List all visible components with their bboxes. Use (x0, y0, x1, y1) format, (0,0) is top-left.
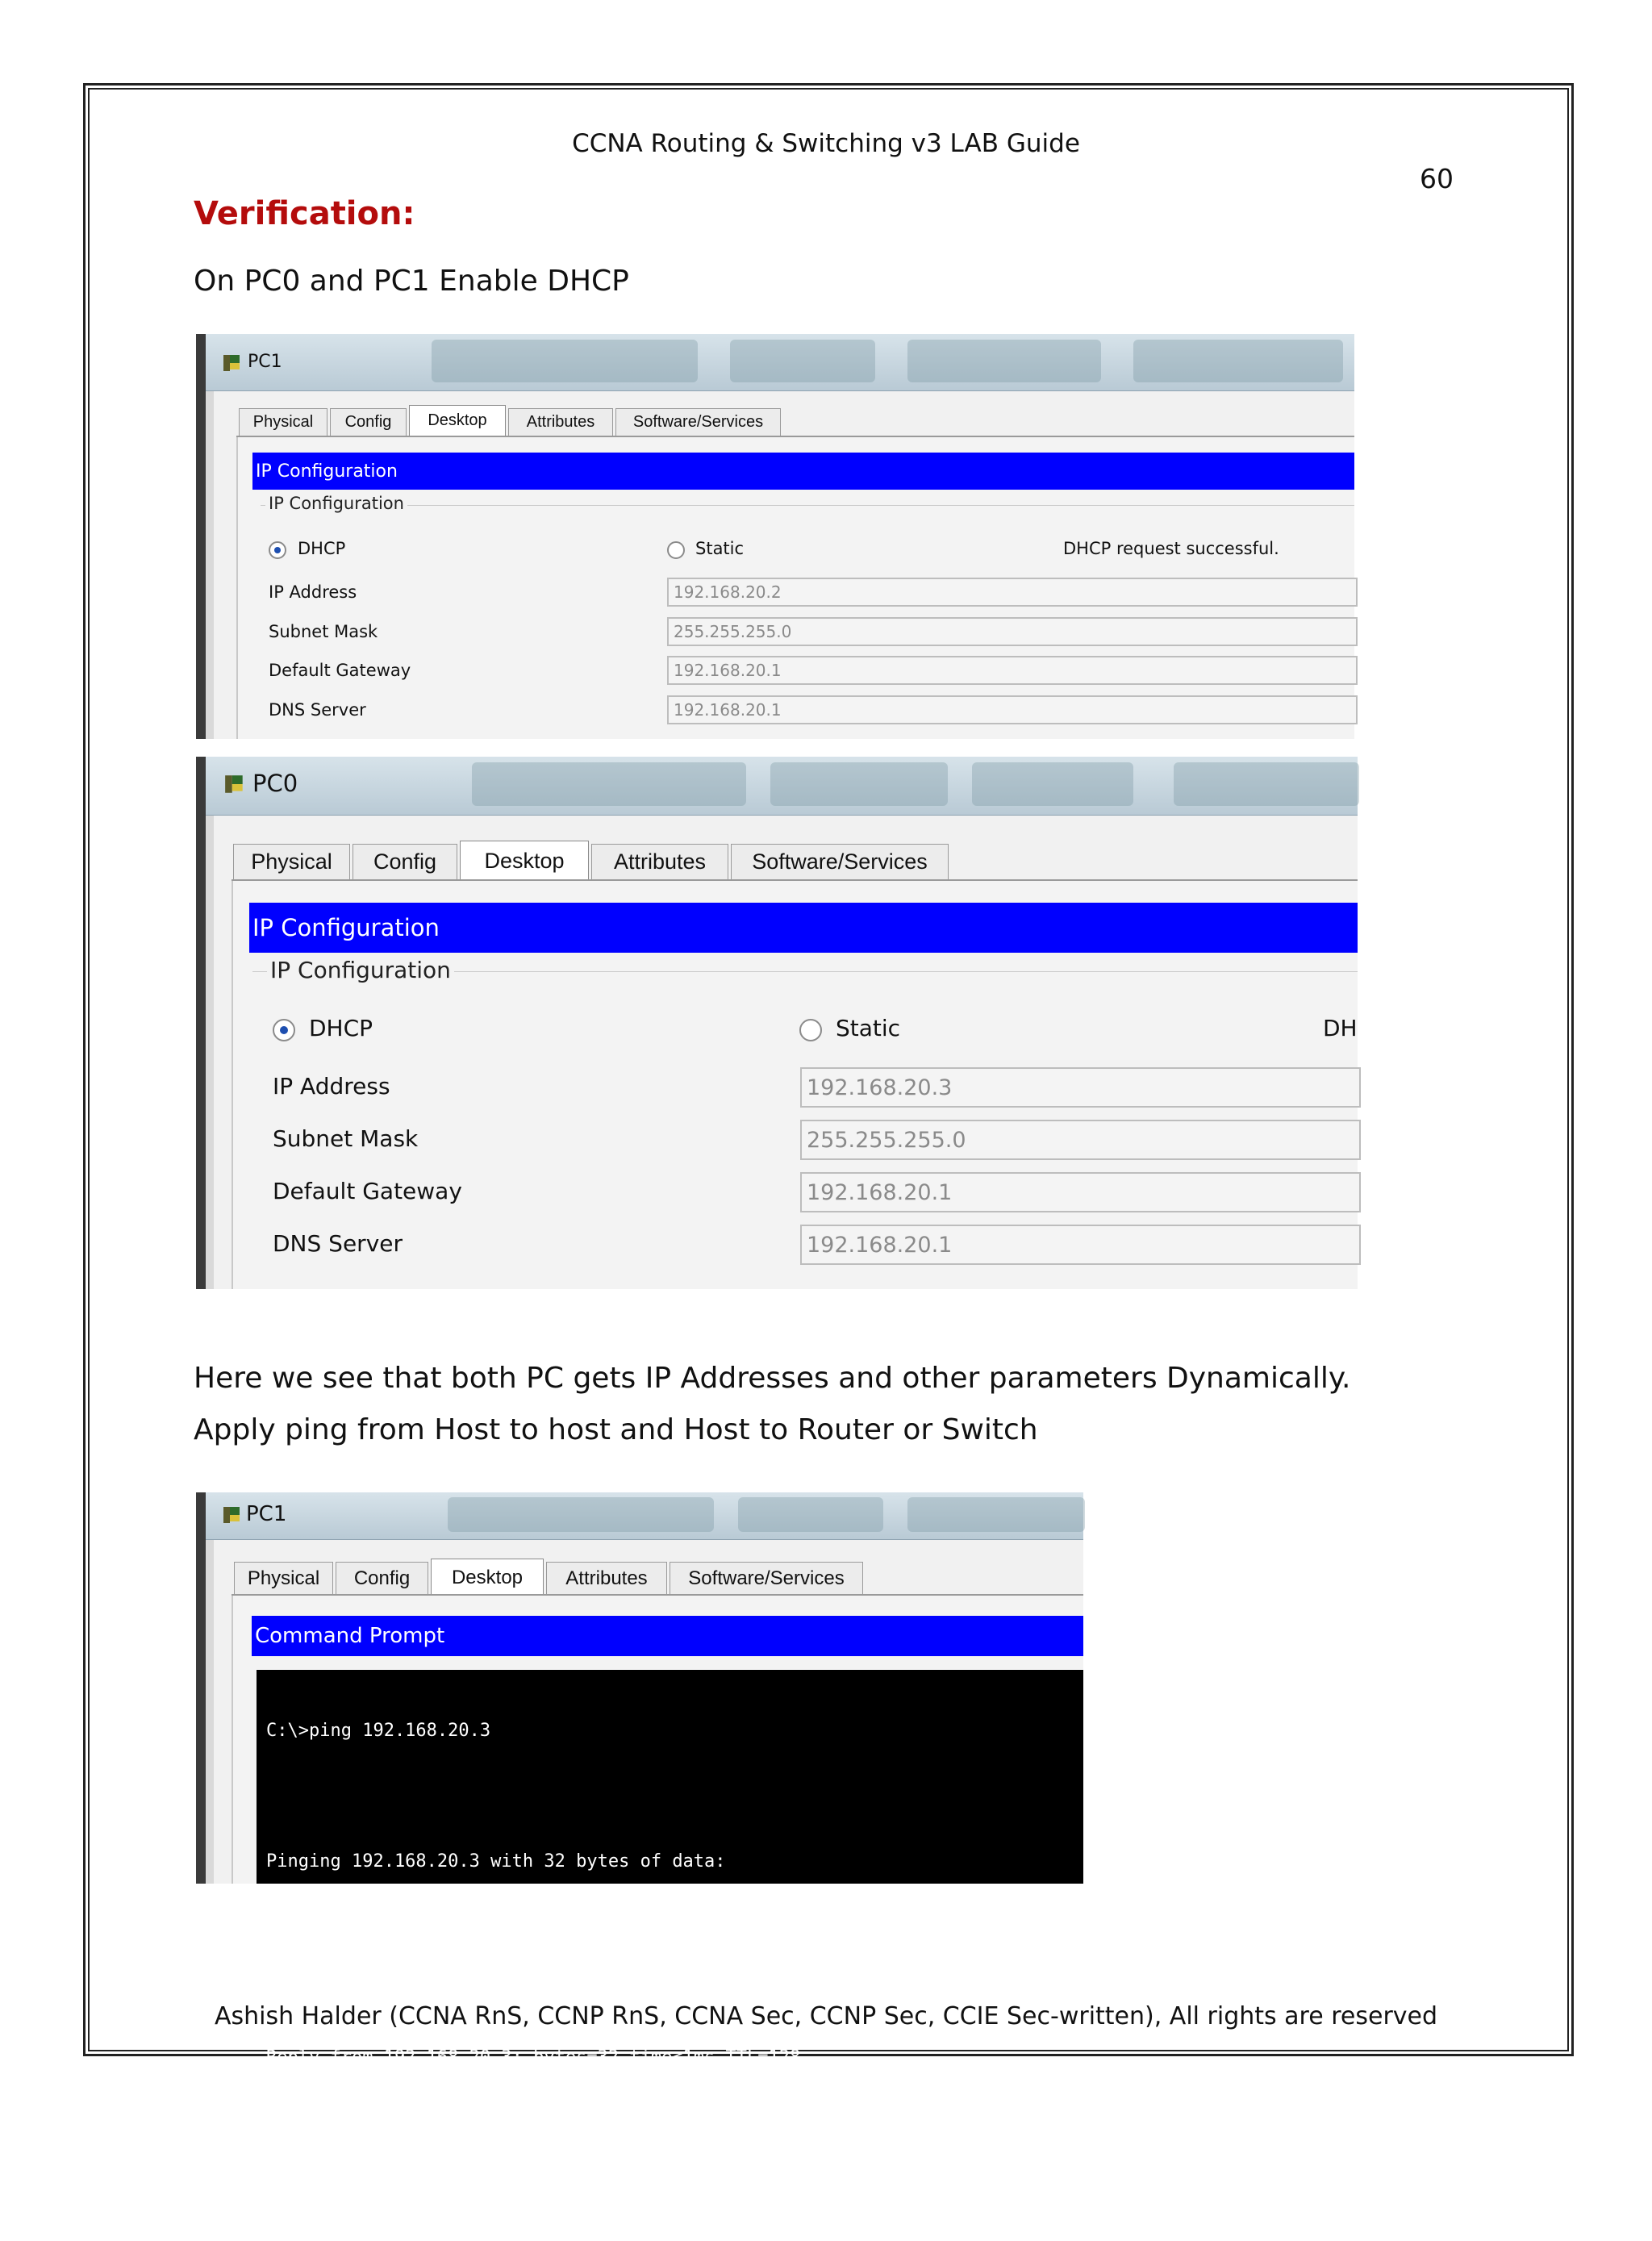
ip-address-label: IP Address (269, 582, 357, 602)
window-titlebar (206, 757, 1358, 816)
pc0-ipconfig-window (196, 757, 1358, 1289)
window-left-strip (196, 334, 206, 739)
ip-config-bar: IP Configuration (252, 453, 1354, 490)
dns-server-label: DNS Server (269, 700, 366, 720)
subnet-mask-field[interactable]: 255.255.255.0 (800, 1120, 1361, 1160)
window-titlebar (206, 1492, 1083, 1540)
window-left-strip (196, 1492, 206, 1884)
section-heading: Verification: (194, 195, 415, 232)
tab-physical[interactable]: Physical (234, 1562, 333, 1594)
static-label: Static (695, 539, 745, 558)
dhcp-status: DH (1323, 1015, 1358, 1041)
tab-desktop[interactable]: Desktop (409, 405, 506, 436)
ip-address-field[interactable]: 192.168.20.2 (667, 578, 1358, 607)
subnet-mask-label: Subnet Mask (273, 1125, 419, 1152)
group-divider (261, 505, 1354, 506)
group-title: IP Configuration (265, 494, 407, 513)
terminal-line: Reply from 192.168.20.3: bytes=32 time<1ms TTL=128 (266, 2047, 801, 2068)
terminal-line: Pinging 192.168.20.3 with 32 bytes of data: (266, 1851, 726, 1872)
tab-bar (233, 844, 951, 884)
tab-bar (239, 408, 783, 439)
window-title: PC1 (248, 352, 282, 372)
tab-desktop[interactable]: Desktop (431, 1559, 544, 1596)
tab-software-services[interactable]: Software/Services (670, 1562, 863, 1594)
terminal-line (266, 1784, 1083, 1809)
static-radio[interactable] (799, 1019, 822, 1041)
dhcp-label: DHCP (298, 539, 346, 558)
static-radio[interactable] (667, 541, 685, 559)
window-title: PC0 (252, 770, 298, 797)
body-text-2: Apply ping from Host to host and Host to Router or Switch (194, 1413, 1038, 1446)
dhcp-status: DHCP request successful. (1063, 539, 1279, 558)
default-gateway-label: Default Gateway (269, 661, 411, 680)
default-gateway-label: Default Gateway (273, 1178, 462, 1204)
tab-attributes[interactable]: Attributes (546, 1562, 667, 1594)
terminal-line: Reply from 192.168.20.3: bytes=32 time=1ms TTL=128 (266, 1982, 801, 2002)
ip-address-label: IP Address (273, 1073, 390, 1100)
pc-icon (222, 353, 243, 373)
page-header: CCNA Routing & Switching v3 LAB Guide (572, 129, 1080, 158)
dhcp-radio[interactable] (269, 541, 286, 559)
terminal-line: Reply from 192.168.20.3: bytes=32 time<1ms TTL=128 (266, 2178, 801, 2198)
tab-attributes[interactable]: Attributes (591, 844, 728, 879)
window-title: PC1 (246, 1502, 287, 1526)
dns-server-field[interactable]: 192.168.20.1 (800, 1225, 1361, 1265)
body-text-1: Here we see that both PC gets IP Addresses and other parameters Dynamically. (194, 1362, 1351, 1395)
dns-server-field[interactable]: 192.168.20.1 (667, 695, 1358, 724)
tab-config[interactable]: Config (330, 408, 407, 436)
tab-config[interactable]: Config (336, 1562, 428, 1594)
tab-software-services[interactable]: Software/Services (615, 408, 781, 436)
tab-attributes[interactable]: Attributes (508, 408, 613, 436)
tab-physical[interactable]: Physical (239, 408, 327, 436)
ip-address-field[interactable]: 192.168.20.3 (800, 1067, 1361, 1108)
tab-software-services[interactable]: Software/Services (731, 844, 949, 879)
subnet-mask-field[interactable]: 255.255.255.0 (667, 617, 1358, 646)
ip-config-bar: IP Configuration (249, 903, 1358, 953)
intro-text: On PC0 and PC1 Enable DHCP (194, 265, 629, 298)
page-number: 60 (1420, 163, 1454, 194)
terminal-line (266, 1914, 1083, 1939)
page-footer: Ashish Halder (CCNA RnS, CCNP RnS, CCNA Sec, CCNP Sec, CCIE Sec-written), All rights are reserved (214, 2002, 1438, 2030)
command-prompt-bar: Command Prompt (252, 1616, 1083, 1656)
group-title: IP Configuration (267, 957, 454, 983)
terminal-line: C:\>ping 192.168.20.3 (266, 1721, 491, 1741)
subnet-mask-label: Subnet Mask (269, 622, 378, 641)
pc1-ipconfig-window (196, 334, 1354, 739)
pc-icon (222, 1505, 243, 1525)
terminal-line: Reply from 192.168.20.3: bytes=32 time<1ms TTL=128 (266, 2113, 801, 2133)
default-gateway-field[interactable]: 192.168.20.1 (800, 1172, 1361, 1212)
dhcp-label: DHCP (309, 1015, 373, 1041)
dhcp-radio[interactable] (273, 1019, 295, 1041)
tab-physical[interactable]: Physical (233, 844, 350, 879)
tab-desktop[interactable]: Desktop (460, 841, 589, 881)
window-left-strip (196, 757, 206, 1289)
window-left-strip-inner (206, 757, 214, 1289)
tab-config[interactable]: Config (353, 844, 457, 879)
window-left-strip-inner (206, 334, 214, 739)
dns-server-label: DNS Server (273, 1230, 403, 1257)
pc-icon (223, 773, 246, 795)
default-gateway-field[interactable]: 192.168.20.1 (667, 656, 1358, 685)
static-label: Static (836, 1015, 901, 1041)
window-titlebar (206, 334, 1354, 391)
window-left-strip-inner (206, 1492, 214, 1884)
